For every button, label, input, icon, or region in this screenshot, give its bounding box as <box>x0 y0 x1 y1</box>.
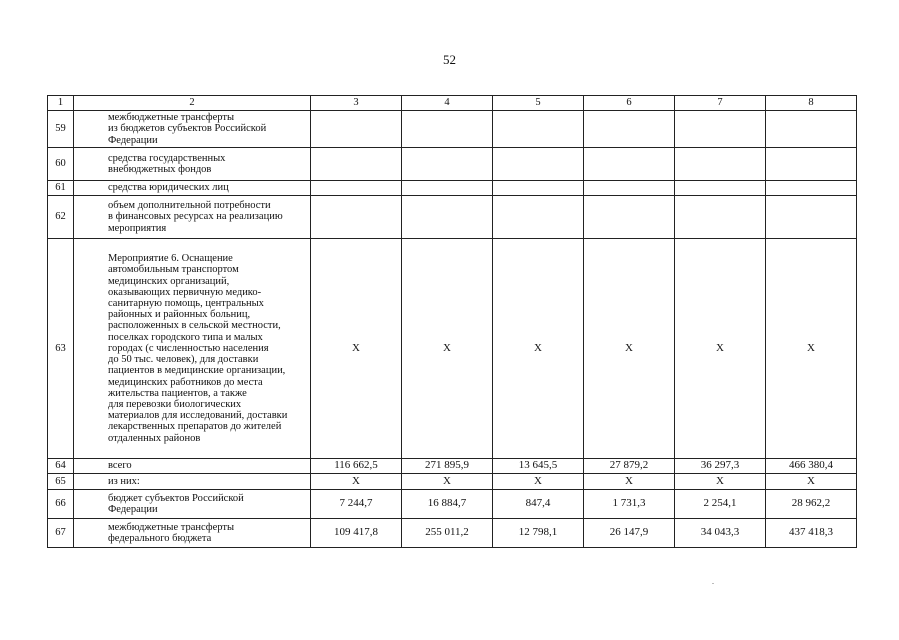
value-cell <box>493 111 584 148</box>
value-cell: 27 879,2 <box>584 459 675 474</box>
value-cell <box>766 148 857 181</box>
value-cell: 2 254,1 <box>675 490 766 519</box>
value-cell: Х <box>675 239 766 459</box>
value-cell <box>402 111 493 148</box>
value-cell: 109 417,8 <box>311 519 402 548</box>
value-cell <box>675 196 766 239</box>
table-header-row <box>48 96 857 111</box>
row-description: из них: <box>74 474 311 490</box>
value-cell: 12 798,1 <box>493 519 584 548</box>
table-row <box>48 111 857 148</box>
value-cell <box>493 181 584 196</box>
value-cell: Х <box>584 239 675 459</box>
table-row <box>48 459 857 474</box>
value-cell: Х <box>584 474 675 490</box>
table-row <box>48 181 857 196</box>
column-header: 3 <box>311 96 402 111</box>
column-header: 7 <box>675 96 766 111</box>
table-row <box>48 239 857 459</box>
value-cell <box>493 148 584 181</box>
value-cell: 255 011,2 <box>402 519 493 548</box>
value-cell: 7 244,7 <box>311 490 402 519</box>
row-description: средства юридических лиц <box>74 181 311 196</box>
value-cell: 1 731,3 <box>584 490 675 519</box>
value-cell: Х <box>402 239 493 459</box>
value-cell: Х <box>493 474 584 490</box>
value-cell: Х <box>311 474 402 490</box>
row-description: межбюджетные трансферты федерального бюджета <box>74 519 311 548</box>
value-cell: 847,4 <box>493 490 584 519</box>
value-cell: 466 380,4 <box>766 459 857 474</box>
row-description: Мероприятие 6. Оснащение автомобильным транспортом медицинских организаций, оказывающих первичную медико- санитарную помощь, центральных районных и районных больниц, расположенных в сельской местности, поселках городского типа и малых городах (с численностью населения до 50 тыс. человек), для доставки пациентов в медицинские организации, медицинских работников до места жительства пациентов, а также для перевозки биологических материалов для исследований, доставки лекарственных препаратов до жителей отдаленных районов <box>74 239 311 459</box>
scan-artifact <box>712 583 714 584</box>
budget-table <box>47 95 857 548</box>
row-description: бюджет субъектов Российской Федерации <box>74 490 311 519</box>
row-number: 59 <box>48 111 74 148</box>
row-number: 61 <box>48 181 74 196</box>
row-description: объем дополнительной потребности в финансовых ресурсах на реализацию мероприятия <box>74 196 311 239</box>
value-cell <box>584 196 675 239</box>
value-cell: Х <box>311 239 402 459</box>
table-row <box>48 519 857 548</box>
value-cell <box>766 196 857 239</box>
row-description: всего <box>74 459 311 474</box>
column-header: 6 <box>584 96 675 111</box>
value-cell <box>402 148 493 181</box>
value-cell: 437 418,3 <box>766 519 857 548</box>
value-cell: 28 962,2 <box>766 490 857 519</box>
value-cell <box>402 196 493 239</box>
value-cell: 34 043,3 <box>675 519 766 548</box>
value-cell <box>675 111 766 148</box>
value-cell: 271 895,9 <box>402 459 493 474</box>
value-cell <box>493 196 584 239</box>
page-number: 52 <box>443 52 456 67</box>
value-cell <box>766 181 857 196</box>
row-number: 60 <box>48 148 74 181</box>
value-cell <box>766 111 857 148</box>
column-header: 4 <box>402 96 493 111</box>
row-number: 62 <box>48 196 74 239</box>
value-cell: Х <box>675 474 766 490</box>
row-number: 67 <box>48 519 74 548</box>
table-row <box>48 474 857 490</box>
row-number: 63 <box>48 239 74 459</box>
value-cell <box>311 111 402 148</box>
value-cell: 26 147,9 <box>584 519 675 548</box>
value-cell: 13 645,5 <box>493 459 584 474</box>
table-row <box>48 148 857 181</box>
value-cell <box>311 196 402 239</box>
value-cell <box>675 148 766 181</box>
value-cell: Х <box>402 474 493 490</box>
row-description: межбюджетные трансферты из бюджетов субъектов Российской Федерации <box>74 111 311 148</box>
value-cell: Х <box>766 239 857 459</box>
value-cell <box>584 148 675 181</box>
value-cell: 16 884,7 <box>402 490 493 519</box>
row-number: 65 <box>48 474 74 490</box>
row-number: 66 <box>48 490 74 519</box>
value-cell: Х <box>766 474 857 490</box>
value-cell <box>584 111 675 148</box>
table-row <box>48 490 857 519</box>
value-cell: Х <box>493 239 584 459</box>
value-cell: 116 662,5 <box>311 459 402 474</box>
value-cell <box>311 148 402 181</box>
value-cell <box>675 181 766 196</box>
column-header: 2 <box>74 96 311 111</box>
value-cell: 36 297,3 <box>675 459 766 474</box>
column-header: 5 <box>493 96 584 111</box>
table-row <box>48 196 857 239</box>
column-header: 1 <box>48 96 74 111</box>
row-description: средства государственных внебюджетных фондов <box>74 148 311 181</box>
row-number: 64 <box>48 459 74 474</box>
column-header: 8 <box>766 96 857 111</box>
value-cell <box>402 181 493 196</box>
value-cell <box>584 181 675 196</box>
value-cell <box>311 181 402 196</box>
